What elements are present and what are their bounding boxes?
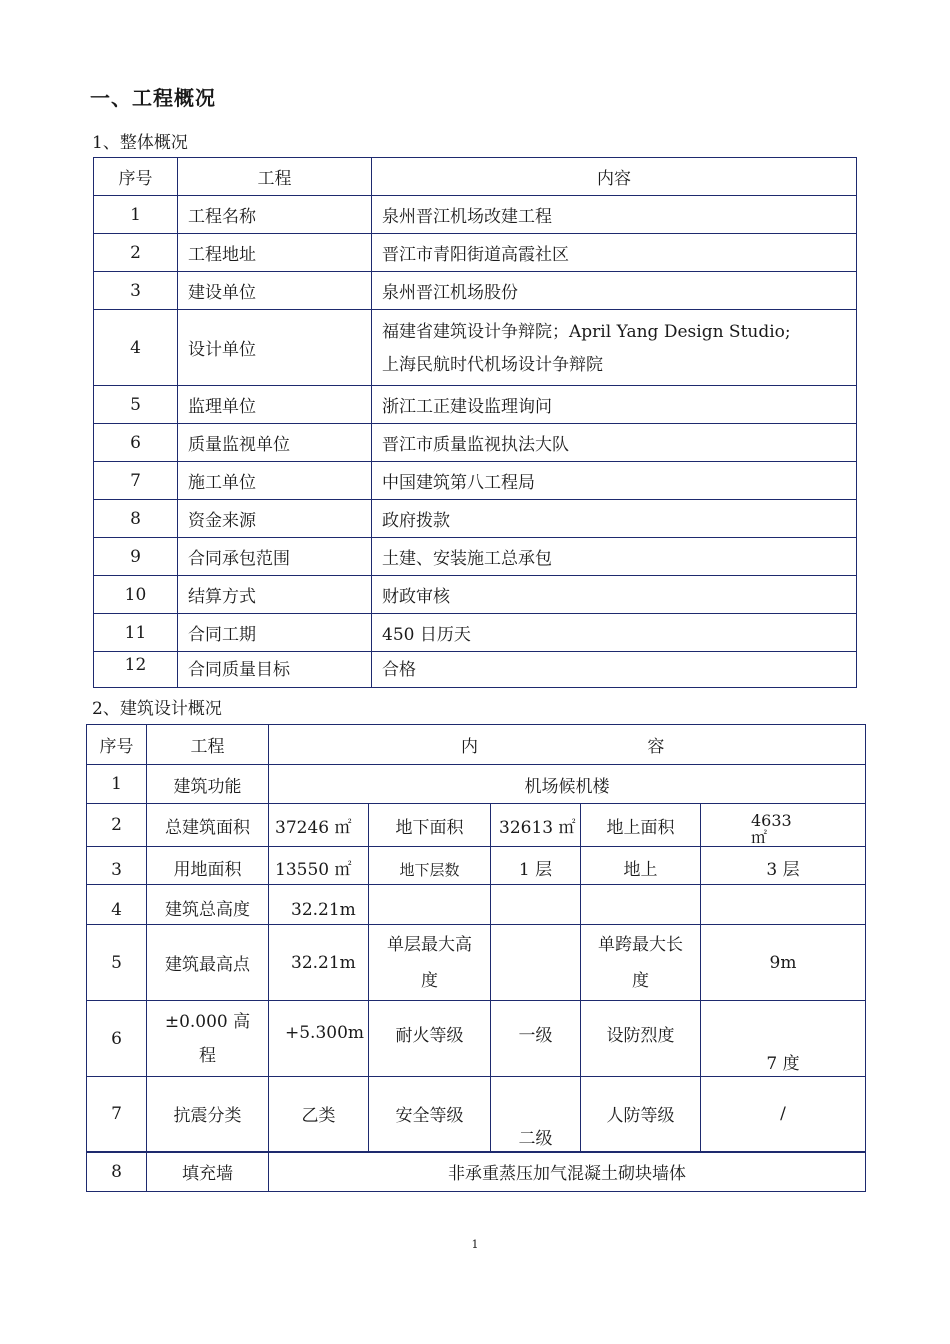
safety-level-value: 二级 [491,1077,581,1152]
row-item: 监理单位 [178,386,372,424]
total-height-value: 32.21m [269,885,369,925]
elevation-value: +5.300m [269,1001,369,1077]
seismic-intensity-value: 7 度 [701,1001,866,1077]
max-span-label-b: 度 [632,970,649,991]
row-item: 建筑最高点 [147,925,269,1001]
table-row [87,885,866,925]
row-no: 4 [94,310,178,386]
max-floor-height-label [369,925,491,1001]
aboveground-area-number: 4633 [751,811,792,830]
row-no: 3 [94,272,178,310]
row-item: 设计单位 [178,310,372,386]
row-content: 泉州晋江机场改建工程 [372,196,857,234]
row-no: 11 [94,614,178,652]
row-item: 工程地址 [178,234,372,272]
row-item: 资金来源 [178,500,372,538]
row-item: 建筑总高度 [147,885,269,925]
aboveground-area-unit: ㎡ [751,828,768,847]
table-header-row [94,158,857,196]
safety-level-label: 安全等级 [369,1077,491,1152]
row-item: 用地面积 [147,847,269,885]
table-row [94,196,857,234]
max-floor-height-label-b: 度 [421,970,438,991]
row-no: 1 [87,765,147,804]
table-row [94,424,857,462]
row-item: 工程名称 [178,196,372,234]
row-no: 2 [94,234,178,272]
row-content: 中国建筑第八工程局 [372,462,857,500]
row-content: 泉州晋江机场股份 [372,272,857,310]
max-span-label-a: 单跨最大长 [598,934,683,955]
design-units-line1: 福建省建筑设计争辩院；April Yang Design Studio; [382,321,791,342]
total-area-value: 37246 ㎡ [269,804,369,847]
table-row [94,272,857,310]
land-area-value: 13550 ㎡ [269,847,369,885]
highest-point-value: 32.21m [269,925,369,1001]
header-no: 序号 [87,725,147,765]
max-span-value: 9m [701,925,866,1001]
table-row [94,538,857,576]
row-content: 政府拨款 [372,500,857,538]
header-content: 内容 [372,158,857,196]
row-no: 8 [94,500,178,538]
row-no: 7 [87,1077,147,1152]
table-header-row [87,725,866,765]
table-row [94,386,857,424]
civil-defense-label: 人防等级 [581,1077,701,1152]
header-content [269,725,866,765]
table-row [94,234,857,272]
seismic-intensity-label: 设防烈度 [581,1001,701,1077]
row-item: 结算方式 [178,576,372,614]
row-item: 施工单位 [178,462,372,500]
table-row [87,1152,866,1192]
row-content: 合格 [372,652,857,688]
row-item: 合同工期 [178,614,372,652]
empty-cell [581,885,701,925]
row-item: 合同承包范围 [178,538,372,576]
row-content: 土建、安装施工总承包 [372,538,857,576]
row-item: 填充墙 [147,1152,269,1192]
row-content [372,310,857,386]
architecture-table [86,724,866,1192]
table-row [94,310,857,386]
row-item [147,1001,269,1077]
row-item: 建设单位 [178,272,372,310]
aboveground-area-label: 地上面积 [581,804,701,847]
header-no: 序号 [94,158,178,196]
row-content: 晋江市青阳街道高霞社区 [372,234,857,272]
row-no: 1 [94,196,178,234]
design-units-line2: 上海民航时代机场设计争辩院 [382,354,603,375]
row-content: 浙江工正建设监理询问 [372,386,857,424]
row-content: 450 日历天 [372,614,857,652]
fire-rating-label: 耐火等级 [369,1001,491,1077]
building-function: 机场候机楼 [269,765,866,804]
row-item: 抗震分类 [147,1077,269,1152]
page-number: 1 [471,1238,479,1251]
row-no: 3 [87,847,147,885]
empty-cell [491,885,581,925]
header-item: 工程 [178,158,372,196]
row-no: 12 [94,652,178,688]
aboveground-floors-label: 地上 [581,847,701,885]
table-row [87,925,866,1001]
row-item: 建筑功能 [147,765,269,804]
max-span-label [581,925,701,1001]
table-row [87,804,866,847]
row-no: 7 [94,462,178,500]
row-content: 晋江市质量监视执法大队 [372,424,857,462]
max-floor-height-label-a: 单层最大高 [387,934,472,955]
row-no: 6 [94,424,178,462]
infill-wall-value: 非承重蒸压加气混凝土砌块墙体 [269,1152,866,1192]
header-item: 工程 [147,725,269,765]
row-no: 9 [94,538,178,576]
row-no: 8 [87,1152,147,1192]
empty-cell [369,885,491,925]
aboveground-floors-value: 3 层 [701,847,866,885]
page-title: 一、工程概况 [90,86,216,110]
row-content: 财政审核 [372,576,857,614]
table-row [94,614,857,652]
row-no: 6 [87,1001,147,1077]
table-row [94,652,857,688]
civil-defense-value: / [701,1077,866,1152]
table-row [87,847,866,885]
row-no: 4 [87,885,147,925]
row-no: 5 [94,386,178,424]
fire-rating-value: 一级 [491,1001,581,1077]
empty-cell [701,885,866,925]
underground-area-value: 32613 ㎡ [491,804,581,847]
row-item: 质量监视单位 [178,424,372,462]
table-row [87,1001,866,1077]
aboveground-area-value [701,804,866,847]
header-content-a: 内 [461,737,478,757]
header-content-b: 容 [647,737,665,757]
row-item: 合同质量目标 [178,652,372,688]
empty-cell [491,925,581,1001]
table-row [94,576,857,614]
section1-heading: 1、整体概况 [92,133,188,153]
row-no: 10 [94,576,178,614]
elevation-label-b: 程 [199,1045,216,1066]
elevation-label-a: ±0.000 高 [164,1011,251,1032]
underground-floors-label: 地下层数 [369,847,491,885]
table-row [94,500,857,538]
row-no: 5 [87,925,147,1001]
table-row [94,462,857,500]
underground-floors-value: 1 层 [491,847,581,885]
table-row [87,765,866,804]
row-item: 总建筑面积 [147,804,269,847]
underground-area-label: 地下面积 [369,804,491,847]
section2-heading: 2、建筑设计概况 [92,699,222,719]
table-row [87,1077,866,1152]
overview-table [93,157,857,688]
seismic-class-value: 乙类 [269,1077,369,1152]
row-no: 2 [87,804,147,847]
